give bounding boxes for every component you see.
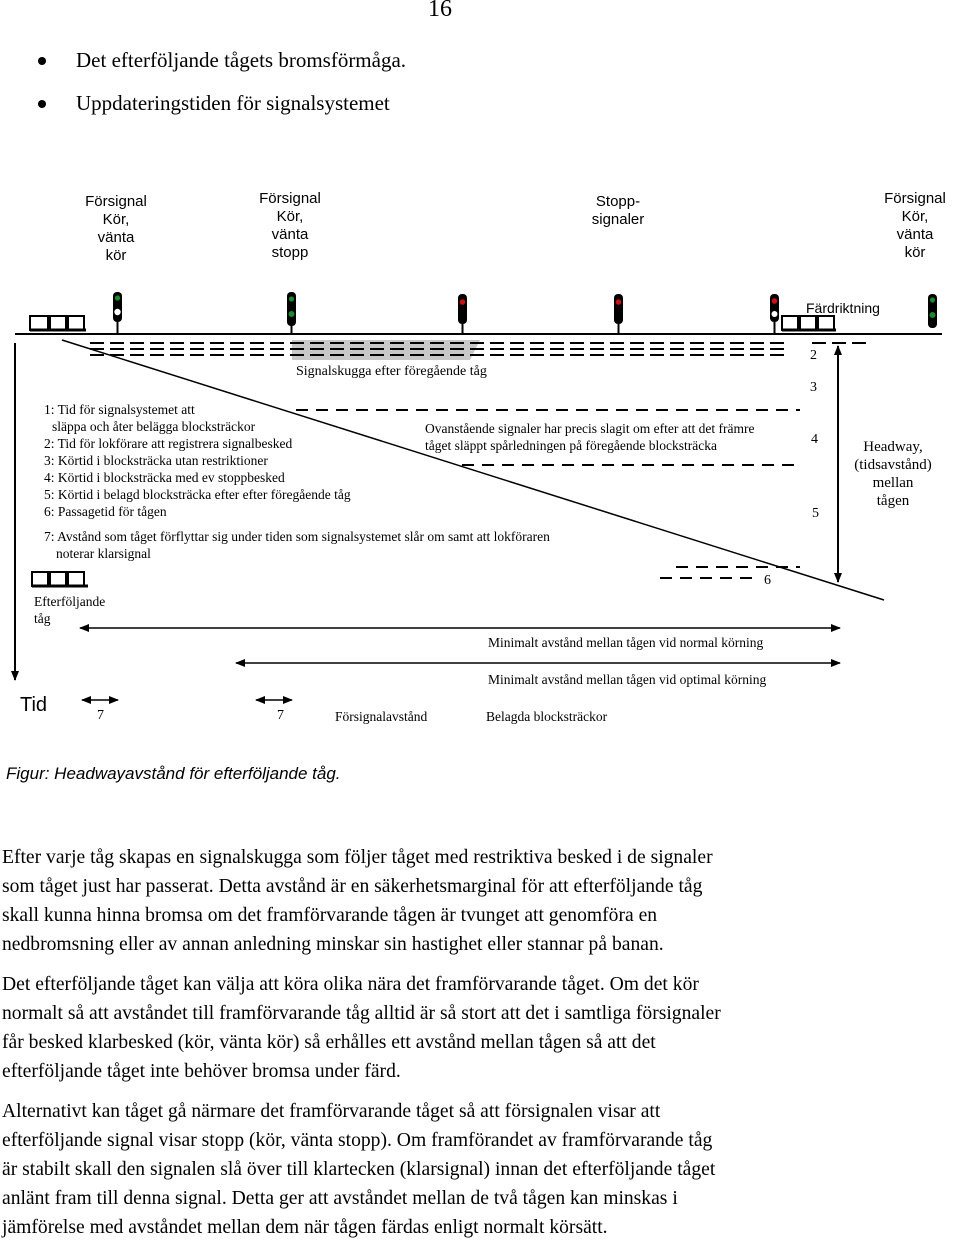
paragraph-line: efterföljande signal visar stopp (kör, vänta stopp). Om framförandet av framförvarande tåg — [2, 1130, 713, 1151]
paragraph-line: anlänt fram till denna signal. Detta ger att avståndet mellan de två tågen kan minskas i — [2, 1188, 678, 1209]
signal-icon-green — [928, 294, 937, 328]
signal-label-line: vänta — [271, 226, 309, 243]
direction-label: Färdriktning — [806, 300, 880, 316]
legend-item: 5: Körtid i belagd blocksträcka efter efter föregående tåg — [44, 487, 351, 502]
occupied-blocks-label: Belagda blocksträckor — [486, 709, 608, 724]
signal-label-line: signaler — [591, 211, 645, 228]
signal-icon-red — [458, 294, 467, 334]
page-number: 16 — [428, 0, 452, 22]
signal-label-line: Kör, — [901, 208, 929, 225]
paragraph-line: Efter varje tåg skapas en signalskugga som följer tåget med restriktiva besked i de signaler — [2, 847, 713, 868]
bullet-text: Uppdateringstiden för signalsystemet — [76, 91, 390, 115]
signal-label-line: vänta — [896, 226, 934, 243]
headway-line: tågen — [876, 493, 910, 509]
number-label: 2 — [810, 348, 817, 363]
paragraph-line: efterföljande tåget inte behöver bromsa under färd. — [2, 1061, 401, 1082]
headway-line: mellan — [872, 475, 914, 491]
legend-item: noterar klarsignal — [56, 546, 151, 561]
train-icon — [30, 316, 86, 330]
forsignal-distance-label: Försignalavstånd — [335, 709, 428, 724]
legend-item: 1: Tid för signalsystemet att — [44, 402, 195, 417]
signal-label-line: Försignal — [85, 193, 147, 210]
paragraph-line: som tåget just har passerat. Detta avstånd är en säkerhetsmarginal för att efterföljande tåg — [2, 876, 703, 897]
paragraph-line: är stabilt skall den signalen slå över till klartecken (klarsignal) innan det efterföljande tåget — [2, 1159, 716, 1180]
legend-item: 7: Avstånd som tåget förflyttar sig under tiden som signalsystemet slår om samt att lokföraren — [44, 529, 550, 544]
legend-item: 4: Körtid i blocksträcka med ev stoppbesked — [44, 470, 285, 485]
paragraph-line: skall kunna hinna bromsa om det framförvarande tågen är tvunget att genomföra en — [2, 905, 658, 926]
signal-label-line: Försignal — [259, 190, 321, 207]
paragraph-line: Det efterföljande tåget kan välja att köra olika nära det framförvarande tåget. Om det kör — [2, 974, 699, 995]
signal-label-line: kör — [105, 247, 127, 264]
signal-label-line: vänta — [97, 229, 135, 246]
legend-list — [44, 401, 351, 520]
bullet-text: Det efterföljande tågets bromsförmåga. — [76, 48, 407, 72]
number-label: 4 — [811, 432, 818, 447]
headway-line: Headway, — [863, 439, 923, 455]
time-label: Tid — [20, 694, 48, 716]
legend-item-7 — [44, 528, 550, 562]
min-optimal-label: Minimalt avstånd mellan tågen vid optimal körning — [488, 672, 767, 687]
number-label: 6 — [764, 573, 771, 588]
signal-label-line: kör — [904, 244, 926, 261]
number-label: 3 — [810, 380, 817, 395]
signal-label-line: stopp — [271, 244, 309, 261]
seven-label: 7 — [277, 708, 284, 723]
legend-item: släppa och åter belägga blocksträckor — [52, 419, 256, 434]
figure-caption: Figur: Headwayavstånd för efterföljande tåg. — [6, 764, 341, 783]
headway-line: (tidsavstånd) — [854, 457, 932, 473]
paragraph-line: nedbromsning eller av annan anledning minskar sin hastighet eller stannar på banan. — [2, 934, 664, 955]
label-line: Efterföljande — [34, 594, 106, 609]
signal-label-line: Stopp- — [595, 193, 641, 210]
signal-label-line: Försignal — [884, 190, 946, 207]
following-train-icon — [32, 572, 88, 586]
signal-icon-green — [113, 292, 122, 334]
signal-label-line: Kör, — [102, 211, 130, 228]
paragraph-line: normalt så att avståndet till framförvarande tåg alltid är så stort att det i samtliga försignaler — [2, 1003, 721, 1024]
headway-label — [848, 438, 938, 510]
paragraph-line: Alternativt kan tåget gå närmare det framförvarande tåget så att försignalen visar att — [2, 1101, 661, 1122]
signal-note — [425, 420, 754, 454]
block-dashes — [90, 343, 868, 355]
paragraph — [2, 1097, 952, 1242]
signal-label-line: Kör, — [276, 208, 304, 225]
signal-icon-red — [770, 294, 779, 334]
note-line: Ovanstående signaler har precis slagit om efter att det främre — [425, 421, 755, 436]
label-line: tåg — [34, 611, 51, 626]
shadow-label: Signalskugga efter föregående tåg — [296, 364, 487, 379]
number-label: 5 — [812, 506, 819, 521]
seven-label: 7 — [97, 708, 104, 723]
legend-item: 6: Passagetid för tågen — [44, 504, 167, 519]
leading-train-icon — [782, 316, 836, 330]
paragraph-line: får besked klarbesked (kör, vänta kör) så erhålles ett avstånd mellan tågen så att det — [2, 1032, 656, 1053]
paragraph — [2, 970, 952, 1086]
legend-item: 3: Körtid i blocksträcka utan restriktioner — [44, 453, 268, 468]
signal-icon-green — [287, 292, 296, 334]
signal-icon-red — [614, 294, 623, 334]
legend-item: 2: Tid för lokförare att registrera signalbesked — [44, 436, 293, 451]
min-normal-label: Minimalt avstånd mellan tågen vid normal körning — [488, 635, 764, 650]
note-line: tåget släppt spårledningen på föregående blocksträcka — [425, 438, 718, 453]
paragraph-line: jämförelse med avståndet mellan dem när tågen färdas enligt normalt körsätt. — [2, 1217, 608, 1238]
following-train-label — [34, 593, 105, 627]
paragraph — [2, 843, 952, 959]
